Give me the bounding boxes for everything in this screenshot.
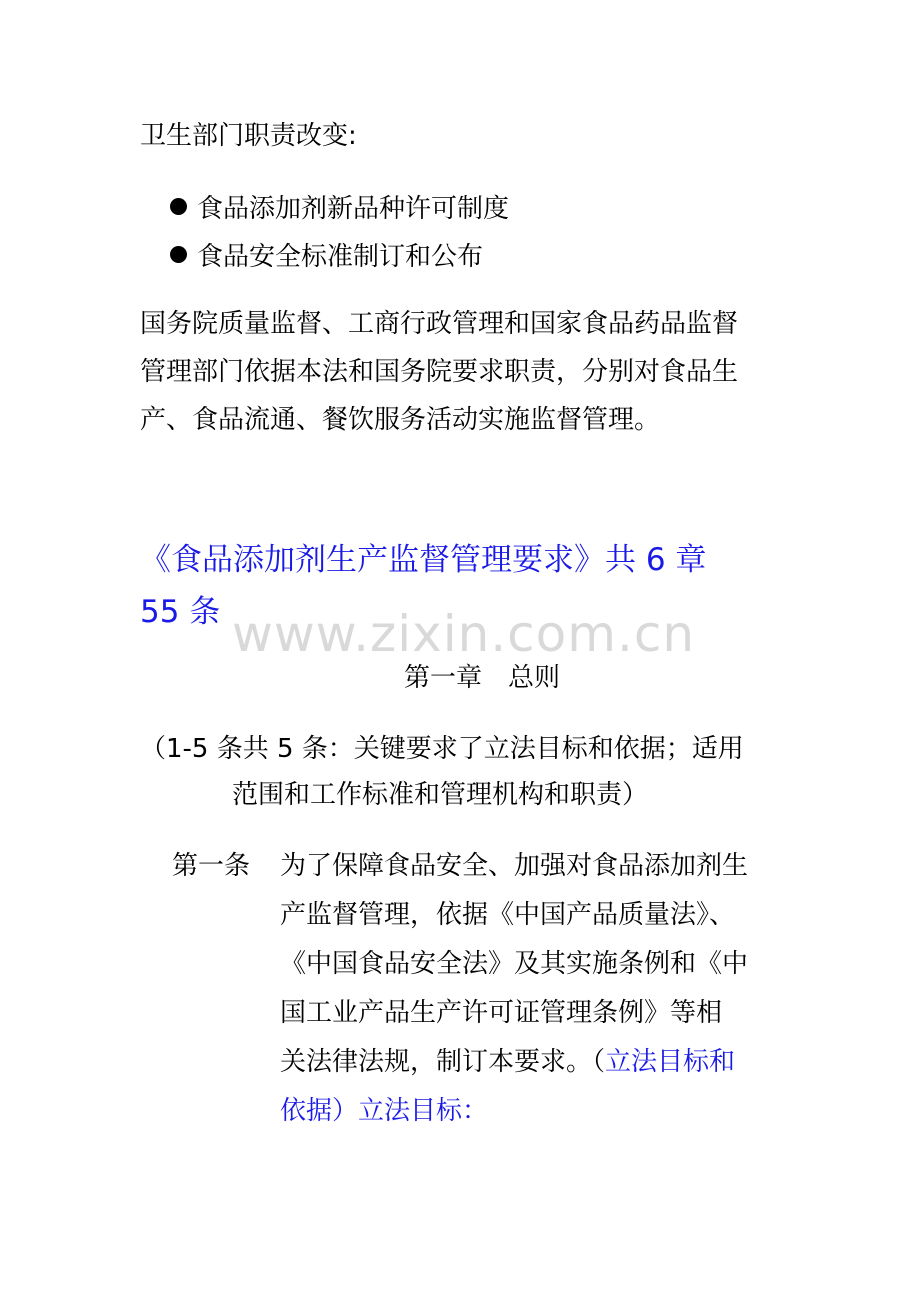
document-title-line: 《食品添加剂生产监督管理要求》共 6 章	[140, 542, 707, 578]
chapter-number: 第一章	[404, 663, 483, 693]
article-annotation: 立法目标和	[605, 1047, 736, 1077]
article-line: 《中国食品安全法》及其实施条例和《中	[280, 949, 749, 979]
article-label: 第一条	[172, 851, 251, 881]
article-text: 关法律法规，制订本要求。（	[280, 1047, 606, 1077]
scope-note-line: 范围和工作标准和管理机构和职责）	[232, 780, 649, 810]
paragraph-line: 产、食品流通、餐饮服务活动实施监督管理。	[140, 405, 661, 435]
regulation-paragraph	[140, 300, 790, 444]
chapter-name: 总则	[508, 663, 561, 693]
document-title-line: 55 条	[140, 594, 221, 630]
article-line: 产监督管理，依据《中国产品质量法》、	[280, 900, 736, 930]
watermark: www.zixin.com.cn	[232, 605, 696, 663]
article-line	[280, 1038, 748, 1087]
article-annotation-line: 依据）立法目标：	[280, 1096, 489, 1126]
paragraph-line: 国务院质量监督、工商行政管理和国家食品药品监督	[140, 309, 739, 339]
section-heading: 卫生部门职责改变:	[140, 121, 357, 151]
bullet-text: 食品添加剂新品种许可制度	[197, 193, 510, 224]
bullet-dot-icon	[170, 198, 187, 215]
article-line: 国工业产品生产许可证管理条例》等相	[280, 998, 723, 1028]
chapter-title	[404, 655, 560, 701]
chapter-scope-note	[140, 726, 744, 818]
bullet-list	[170, 182, 509, 278]
article-body	[280, 842, 748, 1136]
bullet-item	[170, 230, 509, 278]
article-line: 为了保障食品安全、加强对食品添加剂生	[280, 851, 749, 881]
bullet-text: 食品安全标准制订和公布	[197, 241, 484, 272]
bullet-dot-icon	[170, 246, 187, 263]
bullet-item	[170, 182, 509, 230]
scope-note-line: （1-5 条共 5 条：关键要求了立法目标和依据；适用	[140, 734, 744, 764]
paragraph-line: 管理部门依据本法和国务院要求职责，分别对食品生	[140, 357, 739, 387]
